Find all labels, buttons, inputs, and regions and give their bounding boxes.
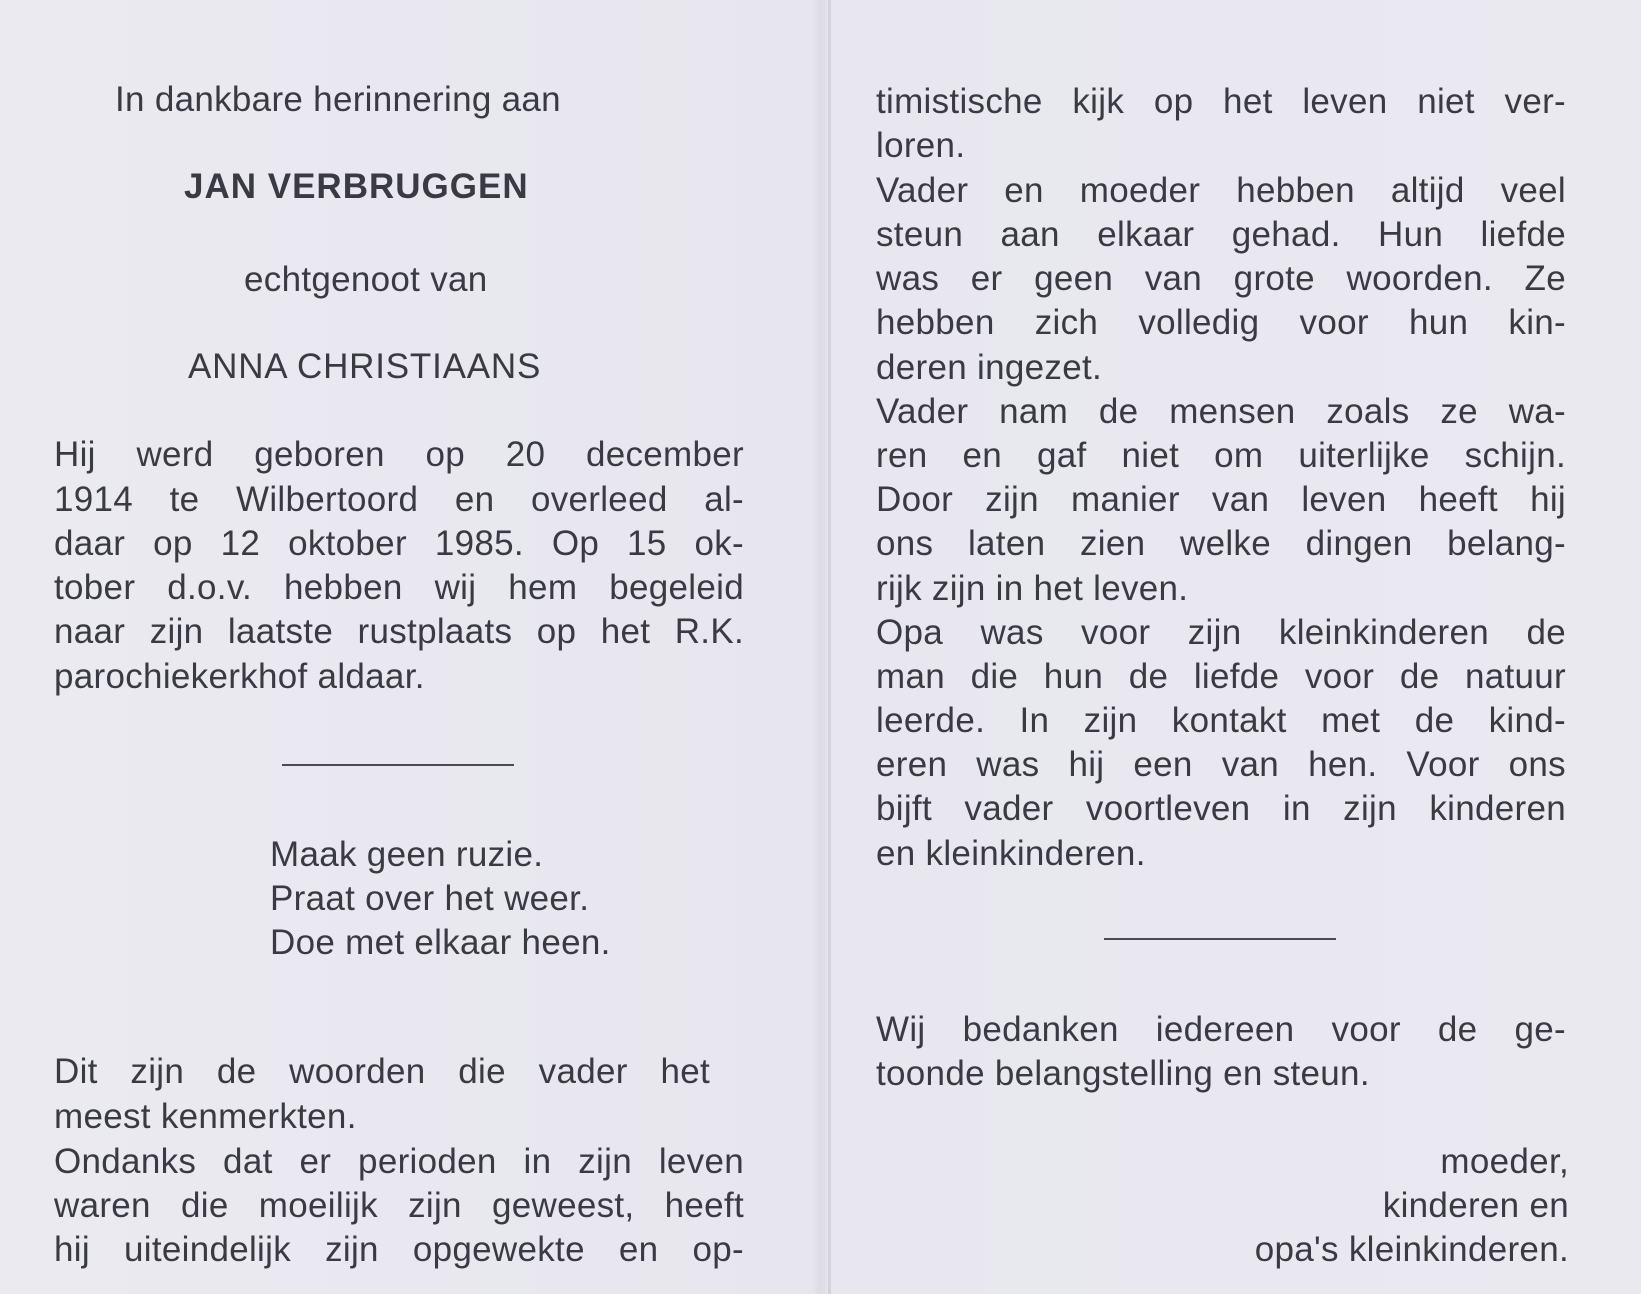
signature-line: opa's kleinkinderen. <box>1254 1230 1569 1269</box>
tribute-line: steun aan elkaar gehad. Hun liefde <box>876 215 1566 254</box>
tribute-line: leerde. In zijn kontakt met de kind- <box>876 701 1566 740</box>
tribute-line: ren en gaf niet om uiterlijke schijn. <box>876 436 1566 475</box>
divider-rule <box>282 764 514 766</box>
bio-line: 1914 te Wilbertoord en overleed al- <box>54 480 744 519</box>
tribute-line: Ondanks dat er perioden in zijn leven <box>54 1142 744 1181</box>
spouse-label: echtgenoot van <box>244 260 488 299</box>
motto-line: Praat over het weer. <box>270 879 590 918</box>
bio-line: daar op 12 oktober 1985. Op 15 ok- <box>54 524 744 563</box>
tribute-line: man die hun de liefde voor de natuur <box>876 657 1566 696</box>
tribute-line: Door zijn manier van leven heeft hij <box>876 480 1566 519</box>
tribute-line: hij uiteindelijk zijn opgewekte en op- <box>54 1230 744 1269</box>
divider-rule <box>1104 938 1336 940</box>
tribute-line: Opa was voor zijn kleinkinderen de <box>876 613 1566 652</box>
tribute-line: Vader nam de mensen zoals ze wa- <box>876 392 1566 431</box>
bio-line: tober d.o.v. hebben wij hem begeleid <box>54 568 744 607</box>
bio-line: Hij werd geboren op 20 december <box>54 435 744 474</box>
tribute-line: was er geen van grote woorden. Ze <box>876 259 1566 298</box>
signature-line: moeder, <box>1440 1142 1569 1181</box>
tribute-line: timistische kijk op het leven niet ver- <box>876 82 1566 121</box>
tribute-line: deren ingezet. <box>876 348 1103 387</box>
bio-line: parochiekerkhof aldaar. <box>54 657 425 696</box>
thanks-line: Wij bedanken iedereen voor de ge- <box>876 1010 1566 1049</box>
bio-line: naar zijn laatste rustplaats op het R.K. <box>54 612 744 651</box>
intro-text: In dankbare herinnering aan <box>115 80 561 119</box>
tribute-line: meest kenmerkten. <box>54 1097 357 1136</box>
spouse-name: ANNA CHRISTIAANS <box>188 347 542 386</box>
motto-line: Maak geen ruzie. <box>270 835 544 874</box>
tribute-line: bijft vader voortleven in zijn kinderen <box>876 789 1566 828</box>
thanks-line: toonde belangstelling en steun. <box>876 1054 1370 1093</box>
tribute-line: ons laten zien welke dingen belang- <box>876 524 1566 563</box>
tribute-line: Vader en moeder hebben altijd veel <box>876 171 1566 210</box>
right-page <box>832 0 1641 1294</box>
signature-line: kinderen en <box>1382 1186 1569 1225</box>
tribute-line: en kleinkinderen. <box>876 834 1146 873</box>
tribute-line: rijk zijn in het leven. <box>876 569 1189 608</box>
motto-line: Doe met elkaar heen. <box>270 923 611 962</box>
tribute-line: hebben zich volledig voor hun kin- <box>876 303 1566 342</box>
tribute-line: Dit zijn de woorden die vader het <box>54 1052 710 1091</box>
deceased-name: JAN VERBRUGGEN <box>184 167 529 206</box>
tribute-line: eren was hij een van hen. Voor ons <box>876 745 1566 784</box>
tribute-line: loren. <box>876 126 966 165</box>
tribute-line: waren die moeilijk zijn geweest, heeft <box>54 1186 744 1225</box>
